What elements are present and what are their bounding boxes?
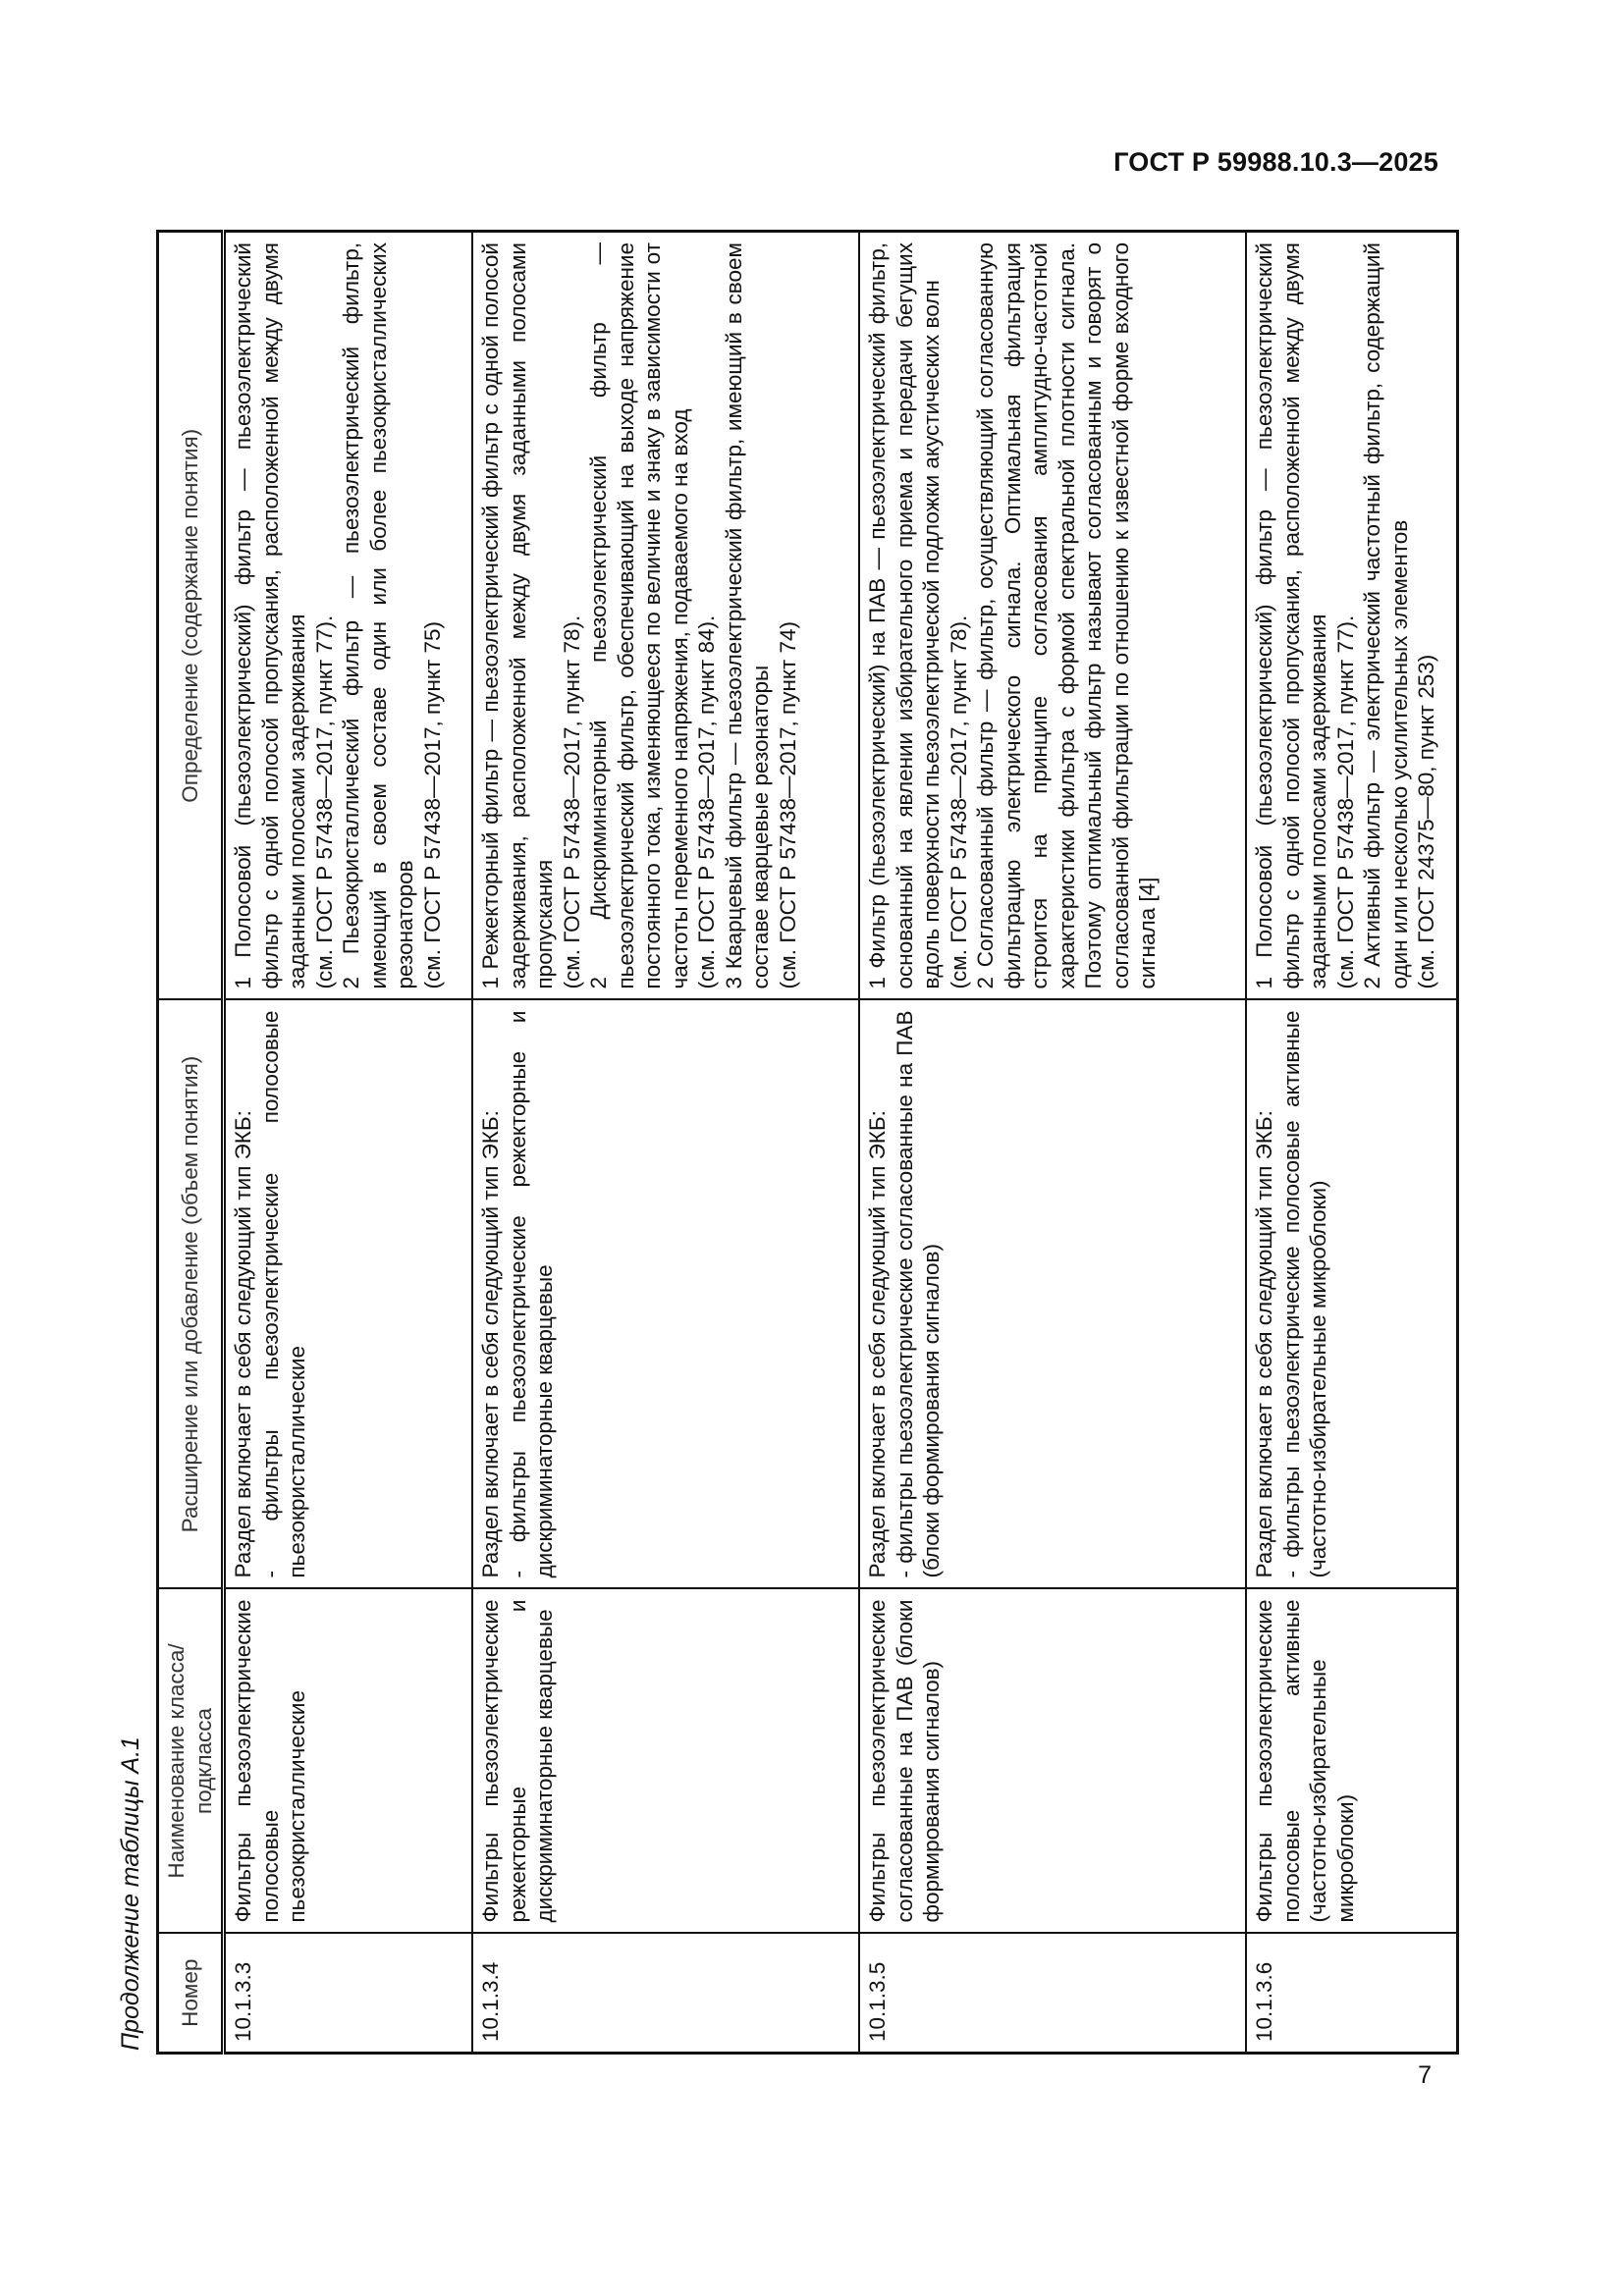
cell-definition xyxy=(859,232,1246,1000)
definition-paragraph: (см. ГОСТ Р 57438—2017, пункт 75) xyxy=(419,620,445,989)
extension-line: - фильтры пьезоэлектрические полосовые пьезокристаллические xyxy=(257,1010,309,1578)
extension-line: Раздел включает в себя следующий тип ЭКБ: xyxy=(865,1110,890,1578)
definition-paragraph: 2 Пьезокристаллический фильтр — пьезоэлектрический фильтр, имеющий в своем составе один или более пьезокристаллических резонаторов xyxy=(339,242,417,989)
column-header-definition: Определение (содержание понятия) xyxy=(158,232,224,1000)
cell-number: 10.1.3.3 xyxy=(224,1934,473,2054)
table-caption: Продолжение таблицы А.1 xyxy=(117,1736,144,2051)
definition-paragraph: 1 Полосовой (пьезоэлектрический) фильтр — пьезоэлектрический фильтр с одной полосой пропускания, расположенной между двумя заданными полосами задерживания xyxy=(231,242,309,989)
extension-line: Раздел включает в себя следующий тип ЭКБ: xyxy=(1252,1110,1276,1578)
definition-paragraph: (см. ГОСТ Р 57438—2017, пункт 78). xyxy=(559,614,584,989)
column-header-extension: Расширение или добавление (объем понятия) xyxy=(158,1000,224,1589)
cell-extension xyxy=(859,1000,1246,1589)
document-code: ГОСТ Р 59988.10.3—2025 xyxy=(1113,147,1438,177)
cell-number: 10.1.3.4 xyxy=(472,1934,859,2054)
cell-definition xyxy=(224,232,473,1000)
definition-paragraph: 1 Полосовой (пьезоэлектрический) фильтр — пьезоэлектрический фильтр с одной полосой пропускания, расположенной между двумя заданными полосами задерживания xyxy=(1252,242,1330,989)
column-header-name: Наименование класса/подкласса xyxy=(158,1589,224,1934)
cell-extension xyxy=(1246,1000,1458,1589)
rotated-table-container xyxy=(117,233,1438,2055)
extension-line: Раздел включает в себя следующий тип ЭКБ: xyxy=(478,1110,503,1578)
definition-paragraph: 2 Дискриминаторный пьезоэлектрический фильтр — пьезоэлектрический фильтр, обеспечивающий на выходе напряжение постоянного тока, изменяющееся по величине и знаку в зависимости от частоты переменного напряжения, подаваемого на вход xyxy=(586,242,692,989)
definition-paragraph: 2 Активный фильтр — электрический частотный фильтр, содержащий один или несколько усилительных элементов xyxy=(1360,242,1412,989)
extension-line: - фильтры пьезоэлектрические согласованные на ПАВ (блоки формирования сигналов) xyxy=(892,1010,944,1578)
page-number: 7 xyxy=(1418,2061,1432,2089)
definition-paragraph: (см. ГОСТ Р 57438—2017, пункт 77). xyxy=(1332,614,1358,989)
definition-paragraph: (см. ГОСТ Р 57438—2017, пункт 78). xyxy=(946,614,971,989)
extension-line: - фильтры пьезоэлектрические полосовые активные (частотно-избирательные микроблоки) xyxy=(1278,1010,1330,1578)
cell-name: Фильтры пьезоэлектрические полосовые пьезокристаллические xyxy=(224,1589,473,1934)
cell-definition xyxy=(1246,232,1458,1000)
table-row xyxy=(224,232,473,2054)
table-row xyxy=(859,232,1246,2054)
extension-line: - фильтры пьезоэлектрические режекторные и дискриминаторные кварцевые xyxy=(505,1010,557,1578)
column-header-number: Номер xyxy=(158,1934,224,2054)
cell-name: Фильтры пьезоэлектрические режекторные и дискриминаторные кварцевые xyxy=(472,1589,859,1934)
definition-paragraph: 2 Согласованный фильтр — фильтр, осуществляющий согласованную фильтрацию электрического сигнала. Оптимальная фильтрация строится на принципе согласования амплитудно-частотной характеристики фильтра с формой спектральной плотности сигнала. Поэтому оптимальный фильтр называют согласованным и говорят о согласованной фильтрации по отношению к известной форме входного сигнала [4] xyxy=(973,242,1160,989)
table-row xyxy=(472,232,859,2054)
definition-paragraph: (см. ГОСТ Р 57438—2017, пункт 74) xyxy=(775,620,800,989)
extension-line: Раздел включает в себя следующий тип ЭКБ: xyxy=(231,1110,255,1578)
cell-name: Фильтры пьезоэлектрические полосовые активные (частотно-избирательные микроблоки) xyxy=(1246,1589,1458,1934)
cell-definition xyxy=(472,232,859,1000)
cell-extension xyxy=(224,1000,473,1589)
cell-extension xyxy=(472,1000,859,1589)
table-row xyxy=(1246,232,1458,2054)
definition-paragraph: (см. ГОСТ 24375—80, пункт 253) xyxy=(1414,654,1438,989)
table-header-row xyxy=(158,232,224,2054)
cell-number: 10.1.3.5 xyxy=(859,1934,1246,2054)
definition-paragraph: 1 Фильтр (пьезоэлектрический) на ПАВ — пьезоэлектрический фильтр, основанный на явлении избирательного приема и передачи бегущих вдоль поверхности пьезоэлектрической подложки акустических волн xyxy=(865,242,944,989)
cell-name: Фильтры пьезоэлектрические согласованные на ПАВ (блоки формирования сигналов) xyxy=(859,1589,1246,1934)
terms-table xyxy=(156,230,1459,2055)
definition-paragraph: (см. ГОСТ Р 57438—2017, пункт 77). xyxy=(311,614,337,989)
cell-number: 10.1.3.6 xyxy=(1246,1934,1458,2054)
definition-paragraph: (см. ГОСТ Р 57438—2017, пункт 84). xyxy=(694,614,719,989)
definition-paragraph: 3 Кварцевый фильтр — пьезоэлектрический фильтр, имеющий в своем составе кварцевые резонаторы xyxy=(721,242,773,989)
definition-paragraph: 1 Режекторный фильтр — пьезоэлектрический фильтр с одной полосой задерживания, расположенной между двумя заданными полосами пропускания xyxy=(478,242,557,989)
